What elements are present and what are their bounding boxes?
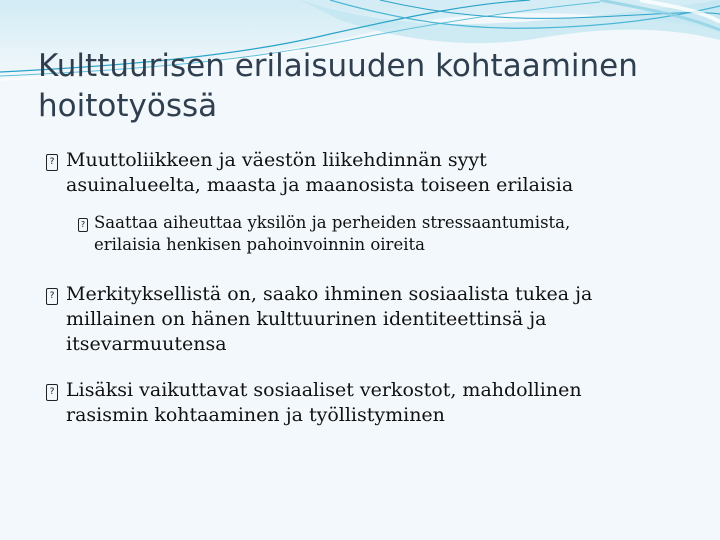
slide-title: Kulttuurisen erilaisuuden kohtaaminen hoitotyössä [38,48,638,124]
bullet-item [46,148,696,198]
bullet-marker-icon: ? [78,212,93,231]
bullet-marker-icon: ? [46,282,64,304]
bullet-marker-icon: ? [46,148,64,170]
bullet-text-line: itsevarmuutensa [66,333,227,355]
bullet-text-line: Merkityksellistä on, saako ihminen sosiaalista tukea ja [66,283,593,305]
bullet-item [46,282,696,357]
bullet-marker-icon: ? [46,378,64,400]
bullet-text-line: rasismin kohtaaminen ja työllistyminen [66,404,445,426]
bullet-text-line: asuinalueelta, maasta ja maanosista toiseen erilaisia [66,174,574,196]
bullet-item [46,378,696,428]
bullet-text-line: erilaisia henkisen pahoinvoinnin oireita [94,235,425,254]
bullet-text-line: millainen on hänen kulttuurinen identiteettinsä ja [66,308,547,330]
bullet-text-line: Lisäksi vaikuttavat sosiaaliset verkostot, mahdollinen [66,379,582,401]
sub-bullet-item [78,212,698,256]
bullet-text-line: Saattaa aiheuttaa yksilön ja perheiden stressaantumista, [94,213,571,232]
bullet-text-line: Muuttoliikkeen ja väestön liikehdinnän syyt [66,149,487,171]
